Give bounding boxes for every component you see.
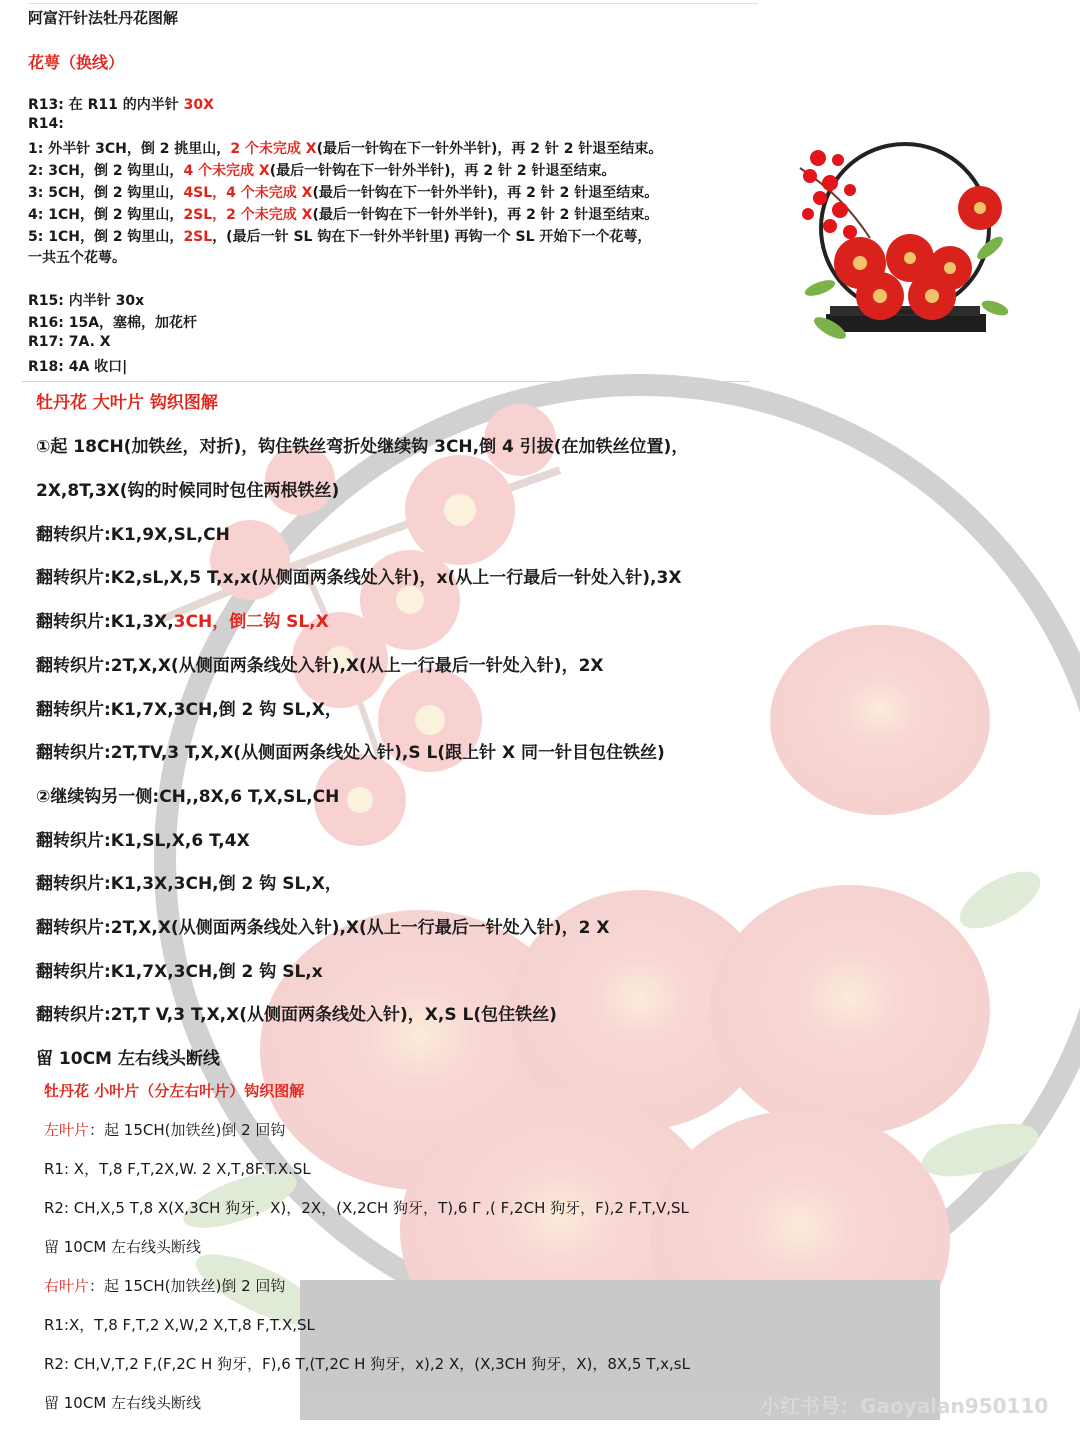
line-text: ①起 18CH(加铁丝，对折)，钩住铁丝弯折处继续钩 3CH,倒 4 引拔(在加铁丝位置)， xyxy=(36,437,689,457)
line-text: R15: 内半针 30x xyxy=(28,293,145,309)
instruction-line xyxy=(44,1119,285,1140)
line-text: ：起 15CH(加铁丝)倒 2 回钩 xyxy=(89,1121,286,1139)
line-text: 3: 5CH，倒 2 钩里山， xyxy=(28,185,184,201)
instruction-line xyxy=(28,334,111,350)
line-text: 翻转织片:2T,TV,3 T,X,X(从侧面两条线处入针),S L(跟上针 X 同一针目包住铁丝) xyxy=(36,743,665,763)
instruction-line xyxy=(28,356,127,376)
instruction-line xyxy=(36,476,339,501)
line-text: 翻转织片:2T,T V,3 T,X,X(从侧面两条线处入针)，X,S L(包住铁丝) xyxy=(36,1005,557,1025)
watermark: 小红书号：Gaoyalan950110 xyxy=(760,1394,1049,1418)
instruction-line xyxy=(44,1197,689,1218)
line-text: 翻转织片:2T,X,X(从侧面两条线处入针),X(从上一行最后一针处入针)，2X xyxy=(36,656,604,676)
line-text: 1: 外半针 3CH，倒 2 挑里山， xyxy=(28,141,231,157)
line-text: (最后一针钩在下一针外半针)，再 2 针 2 针退至结束。 xyxy=(316,141,663,157)
highlighted-text: 2 个未完成 X xyxy=(230,141,317,157)
instruction-line xyxy=(36,913,609,938)
instruction-line xyxy=(36,607,329,632)
instruction-line xyxy=(36,869,342,894)
highlighted-text: 4SL，4 个未完成 X xyxy=(183,185,313,201)
peony-arrangement-image xyxy=(790,128,1010,358)
instruction-line xyxy=(28,138,662,158)
instruction-line xyxy=(44,1158,311,1179)
instruction-line xyxy=(28,94,214,114)
line-text: R2: CH,X,5 T,8 X(X,3CH 狗牙，X)，2X，(X,2CH 狗牙，T),6 Γ ,( F,2CH 狗牙，F),2 F,T,V,SL xyxy=(44,1199,689,1217)
instruction-line xyxy=(36,782,339,807)
line-text: (最后一针钩在下一针外半针)，再 2 针 2 针退至结束。 xyxy=(312,207,659,223)
instruction-line xyxy=(36,563,681,588)
line-text: 留 10CM 左右线头断线 xyxy=(36,1049,220,1069)
instruction-line xyxy=(36,826,250,851)
instruction-line xyxy=(36,432,688,457)
line-text: 一共五个花萼。 xyxy=(28,250,126,266)
line-text: (最后一针钩在下一针外半针)，再 2 针 2 针退至结束。 xyxy=(312,185,659,201)
instruction-line xyxy=(44,1275,285,1296)
instruction-line xyxy=(36,957,323,982)
line-text: ②继续钩另一侧:CH,,8X,6 T,X,SL,CH xyxy=(36,787,340,807)
instruction-line xyxy=(44,1392,201,1413)
line-text: 翻转织片:K1,9X,SL,CH xyxy=(36,525,230,545)
instruction-line xyxy=(36,738,665,763)
big-leaf-heading: 牡丹花 大叶片 钩织图解 xyxy=(36,393,218,413)
instruction-line xyxy=(36,1000,557,1025)
highlighted-text: 3CH，倒二钩 SL,X xyxy=(173,612,329,632)
line-text: 2: 3CH，倒 2 钩里山， xyxy=(28,163,184,179)
instruction-line xyxy=(36,1044,220,1069)
line-text: 留 10CM 左右线头断线 xyxy=(44,1394,202,1412)
instruction-line xyxy=(28,116,64,132)
instruction-line xyxy=(28,182,658,202)
instruction-line xyxy=(28,247,126,267)
line-text: R16: 15A，塞棉，加花杆 xyxy=(28,315,198,331)
line-text: 翻转织片:2T,X,X(从侧面两条线处入针),X(从上一行最后一针处入针)，2 X xyxy=(36,918,610,938)
line-text: R14: xyxy=(28,116,64,132)
line-text: 翻转织片:K1,7X,3CH,倒 2 钩 SL,x xyxy=(36,962,323,982)
section-divider xyxy=(22,381,750,382)
small-leaf-heading: 牡丹花 小叶片（分左右叶片）钩织图解 xyxy=(44,1082,305,1100)
highlighted-text: 30X xyxy=(183,97,214,113)
line-text: ：起 15CH(加铁丝)倒 2 回钩 xyxy=(89,1277,286,1295)
highlighted-text: 2SL xyxy=(183,229,213,245)
line-text: R1: X，T,8 F,T,2X,W. 2 X,T,8F.T.X.SL xyxy=(44,1160,311,1178)
line-text: 4: 1CH，倒 2 钩里山， xyxy=(28,207,184,223)
instruction-line xyxy=(36,651,604,676)
line-text: 翻转织片:K2,sL,X,5 T,x,x(从侧面两条线处入针)，x(从上一行最后一针处入针),3X xyxy=(36,568,682,588)
line-text: R17: 7A. X xyxy=(28,334,111,350)
line-text: ，(最后一针 SL 钩在下一针外半针里) 再钩一个 SL 开始下一个花萼， xyxy=(212,229,652,245)
line-text: R18: 4A 收口| xyxy=(28,359,128,375)
line-text: 2X,8T,3X(钩的时候同时包住两根铁丝) xyxy=(36,481,340,501)
instruction-line xyxy=(28,312,197,332)
line-text: R2: CH,V,T,2 F,(F,2C H 狗牙，F),6 T,(T,2C H 狗牙，x),2 X，(X,3CH 狗牙，X)，8X,5 T,x,sL xyxy=(44,1355,690,1373)
instruction-line xyxy=(28,290,144,310)
instruction-line xyxy=(44,1353,690,1374)
instruction-line xyxy=(44,1236,201,1257)
line-text: 翻转织片:K1,3X,3CH,倒 2 钩 SL,X， xyxy=(36,874,342,894)
highlighted-text: 4 个未完成 X xyxy=(183,163,270,179)
line-text: R13: 在 R11 的内半针 xyxy=(28,97,184,113)
instruction-line xyxy=(28,226,651,246)
line-text: R1:X，T,8 F,T,2 X,W,2 X,T,8 F,T.X,SL xyxy=(44,1316,315,1334)
highlighted-text: 2SL，2 个未完成 X xyxy=(183,207,313,223)
line-text: 翻转织片:K1,7X,3CH,倒 2 钩 SL,X， xyxy=(36,700,342,720)
instruction-line xyxy=(36,695,342,720)
doc-title: 阿富汗针法牡丹花图解 xyxy=(28,9,179,27)
line-text: 翻转织片:K1,3X, xyxy=(36,612,174,632)
line-text: 留 10CM 左右线头断线 xyxy=(44,1238,202,1256)
instruction-line xyxy=(36,520,230,545)
highlighted-text: 左叶片 xyxy=(44,1121,90,1139)
instruction-line xyxy=(44,1314,315,1335)
line-text: 5: 1CH，倒 2 钩里山， xyxy=(28,229,184,245)
sepal-heading: 花萼（换线） xyxy=(28,53,125,72)
line-text: (最后一针钩在下一针外半针)，再 2 针 2 针退至结束。 xyxy=(269,163,616,179)
highlighted-text: 右叶片 xyxy=(44,1277,90,1295)
instruction-line xyxy=(28,204,658,224)
instruction-line xyxy=(28,160,616,180)
line-text: 翻转织片:K1,SL,X,6 T,4X xyxy=(36,831,250,851)
